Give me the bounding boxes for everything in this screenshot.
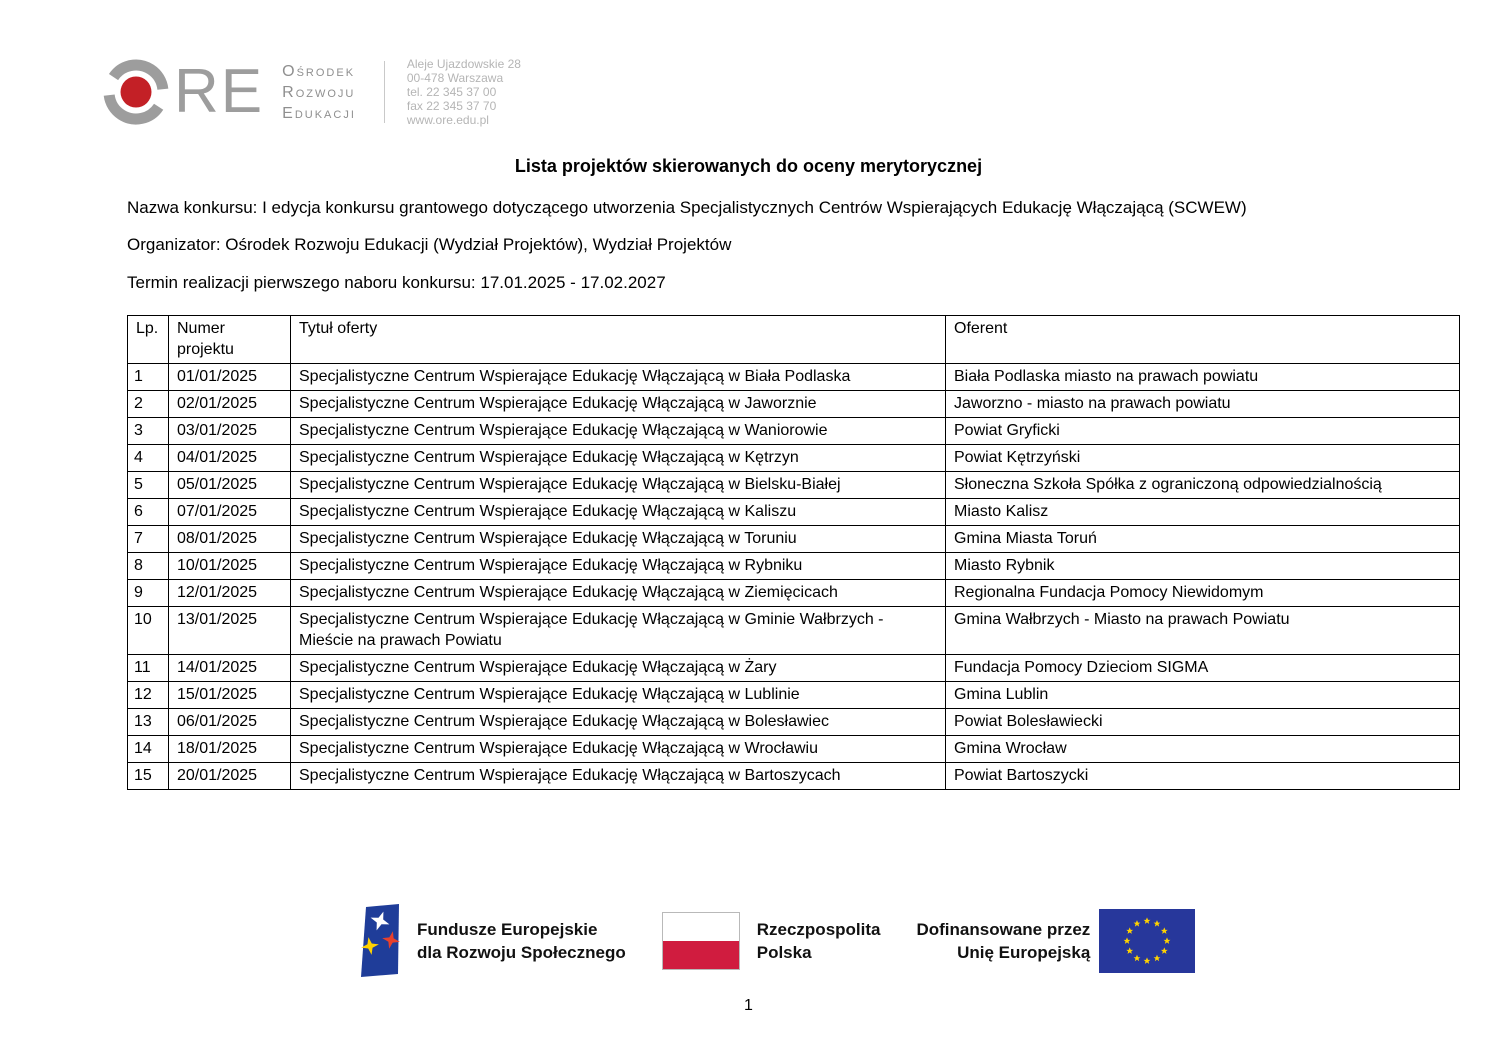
cell-oferent: Powiat Bartoszycki bbox=[946, 763, 1460, 790]
cell-numer: 05/01/2025 bbox=[169, 472, 291, 499]
cell-oferent: Jaworzno - miasto na prawach powiatu bbox=[946, 391, 1460, 418]
ore-address-line: fax 22 345 37 70 bbox=[406, 99, 497, 113]
cell-numer: 07/01/2025 bbox=[169, 499, 291, 526]
projects-table bbox=[127, 315, 1460, 790]
cell-tytul: Specjalistyczne Centrum Wspierające Edukację Włączającą w Jaworznie bbox=[291, 391, 946, 418]
cell-oferent: Biała Podlaska miasto na prawach powiatu bbox=[946, 364, 1460, 391]
cell-tytul: Specjalistyczne Centrum Wspierające Edukację Włączającą w Biała Podlaska bbox=[291, 364, 946, 391]
cell-lp: 7 bbox=[128, 526, 169, 553]
cell-lp: 10 bbox=[128, 607, 169, 655]
cell-numer: 10/01/2025 bbox=[169, 553, 291, 580]
cell-numer: 15/01/2025 bbox=[169, 682, 291, 709]
cell-tytul: Specjalistyczne Centrum Wspierające Edukację Włączającą w Żary bbox=[291, 655, 946, 682]
table-row bbox=[128, 763, 1460, 790]
ore-address bbox=[407, 57, 521, 127]
table-row bbox=[128, 364, 1460, 391]
table-row bbox=[128, 499, 1460, 526]
cell-tytul: Specjalistyczne Centrum Wspierające Edukację Włączającą w Waniorowie bbox=[291, 418, 946, 445]
table-row bbox=[128, 472, 1460, 499]
cell-numer: 08/01/2025 bbox=[169, 526, 291, 553]
european-funds-label-line1: Fundusze Europejskie bbox=[417, 920, 598, 939]
cell-tytul: Specjalistyczne Centrum Wspierające Edukację Włączającą w Kaliszu bbox=[291, 499, 946, 526]
ore-name-line: Rozwoju bbox=[282, 83, 356, 101]
cell-lp: 14 bbox=[128, 736, 169, 763]
table-row bbox=[128, 391, 1460, 418]
cell-numer: 20/01/2025 bbox=[169, 763, 291, 790]
cell-numer: 04/01/2025 bbox=[169, 445, 291, 472]
cell-oferent: Powiat Gryficki bbox=[946, 418, 1460, 445]
cell-tytul: Specjalistyczne Centrum Wspierające Edukację Włączającą w Gminie Wałbrzych - Mieście na prawach Powiatu bbox=[291, 607, 946, 655]
ore-name bbox=[282, 61, 356, 124]
ore-logo bbox=[100, 56, 521, 128]
cell-tytul: Specjalistyczne Centrum Wspierające Edukację Włączającą w Bolesławiec bbox=[291, 709, 946, 736]
table-row bbox=[128, 445, 1460, 472]
european-funds-logo-icon bbox=[357, 903, 403, 979]
cell-oferent: Regionalna Fundacja Pomocy Niewidomym bbox=[946, 580, 1460, 607]
table-row bbox=[128, 553, 1460, 580]
cell-numer: 12/01/2025 bbox=[169, 580, 291, 607]
header-oferent: Oferent bbox=[946, 316, 1460, 364]
cell-tytul: Specjalistyczne Centrum Wspierające Edukację Włączającą w Rybniku bbox=[291, 553, 946, 580]
poland-flag-icon bbox=[662, 912, 740, 970]
eu-flag-icon bbox=[1099, 909, 1195, 973]
eu-cofunded-label-line2: Unię Europejską bbox=[957, 943, 1091, 962]
cell-lp: 3 bbox=[128, 418, 169, 445]
header-lp: Lp. bbox=[128, 316, 169, 364]
cell-lp: 2 bbox=[128, 391, 169, 418]
cell-lp: 1 bbox=[128, 364, 169, 391]
cell-lp: 11 bbox=[128, 655, 169, 682]
paragraph-organizer: Organizator: Ośrodek Rozwoju Edukacji (Wydział Projektów), Wydział Projektów bbox=[127, 235, 732, 254]
ore-address-line: 00-478 Warszawa bbox=[406, 71, 504, 85]
cell-tytul: Specjalistyczne Centrum Wspierające Edukację Włączającą w Kętrzyn bbox=[291, 445, 946, 472]
cell-oferent: Gmina Wrocław bbox=[946, 736, 1460, 763]
cell-oferent: Słoneczna Szkoła Spółka z ograniczoną odpowiedzialnością bbox=[946, 472, 1460, 499]
ore-address-line: Aleje Ujazdowskie 28 bbox=[406, 57, 521, 71]
ore-address-line: www.ore.edu.pl bbox=[406, 113, 489, 127]
republic-of-poland-label-line1: Rzeczpospolita bbox=[756, 920, 881, 939]
cell-lp: 6 bbox=[128, 499, 169, 526]
table-row bbox=[128, 607, 1460, 655]
table-row bbox=[128, 526, 1460, 553]
cell-tytul: Specjalistyczne Centrum Wspierające Edukację Włączającą w Wrocławiu bbox=[291, 736, 946, 763]
cell-oferent: Miasto Rybnik bbox=[946, 553, 1460, 580]
cell-oferent: Gmina Lublin bbox=[946, 682, 1460, 709]
cell-oferent: Gmina Miasta Toruń bbox=[946, 526, 1460, 553]
paragraph-contest-name: Nazwa konkursu: I edycja konkursu grantowego dotyczącego utworzenia Specjalistycznych Centrów Wspierających Edukację Włączającą (SCWEW) bbox=[127, 198, 1247, 217]
cell-tytul: Specjalistyczne Centrum Wspierające Edukację Włączającą w Toruniu bbox=[291, 526, 946, 553]
ore-divider bbox=[384, 61, 385, 123]
republic-of-poland-label-line2: Polska bbox=[756, 943, 812, 962]
paragraph-term: Termin realizacji pierwszego naboru konkursu: 17.01.2025 - 17.02.2027 bbox=[127, 273, 666, 292]
cell-oferent: Powiat Kętrzyński bbox=[946, 445, 1460, 472]
header-tytul-oferty: Tytuł oferty bbox=[291, 316, 946, 364]
cell-tytul: Specjalistyczne Centrum Wspierające Edukację Włączającą w Bartoszycach bbox=[291, 763, 946, 790]
table-row bbox=[128, 418, 1460, 445]
republic-of-poland-label bbox=[757, 918, 881, 964]
ore-name-line: Ośrodek bbox=[282, 62, 356, 80]
cell-tytul: Specjalistyczne Centrum Wspierające Edukację Włączającą w Ziemięcicach bbox=[291, 580, 946, 607]
table-header-row bbox=[128, 316, 1460, 364]
cell-lp: 15 bbox=[128, 763, 169, 790]
cell-numer: 06/01/2025 bbox=[169, 709, 291, 736]
table-row bbox=[128, 580, 1460, 607]
cell-numer: 01/01/2025 bbox=[169, 364, 291, 391]
eu-cofunded-label-line1: Dofinansowane przez bbox=[916, 920, 1091, 939]
cell-numer: 02/01/2025 bbox=[169, 391, 291, 418]
footer-logos bbox=[357, 903, 1195, 979]
table-row bbox=[128, 709, 1460, 736]
ore-name-line: Edukacji bbox=[282, 104, 356, 122]
cell-numer: 14/01/2025 bbox=[169, 655, 291, 682]
cell-oferent: Gmina Wałbrzych - Miasto na prawach Powiatu bbox=[946, 607, 1460, 655]
cell-lp: 4 bbox=[128, 445, 169, 472]
cell-lp: 5 bbox=[128, 472, 169, 499]
european-funds-label-line2: dla Rozwoju Społecznego bbox=[417, 943, 626, 962]
cell-tytul: Specjalistyczne Centrum Wspierające Edukację Włączającą w Bielsku-Białej bbox=[291, 472, 946, 499]
cell-lp: 8 bbox=[128, 553, 169, 580]
cell-lp: 9 bbox=[128, 580, 169, 607]
cell-tytul: Specjalistyczne Centrum Wspierające Edukację Włączającą w Lublinie bbox=[291, 682, 946, 709]
cell-oferent: Fundacja Pomocy Dzieciom SIGMA bbox=[946, 655, 1460, 682]
cell-lp: 13 bbox=[128, 709, 169, 736]
page-title: Lista projektów skierowanych do oceny merytorycznej bbox=[514, 156, 983, 176]
cell-oferent: Miasto Kalisz bbox=[946, 499, 1460, 526]
cell-numer: 18/01/2025 bbox=[169, 736, 291, 763]
european-funds-label bbox=[417, 918, 626, 964]
header-numer-projektu: Numer projektu bbox=[169, 316, 291, 364]
table-row bbox=[128, 682, 1460, 709]
cell-numer: 13/01/2025 bbox=[169, 607, 291, 655]
page-number: 1 bbox=[744, 997, 753, 1014]
ore-letters: RE bbox=[174, 57, 265, 126]
eu-cofunded-label bbox=[916, 918, 1090, 964]
cell-numer: 03/01/2025 bbox=[169, 418, 291, 445]
cell-lp: 12 bbox=[128, 682, 169, 709]
ore-circle-icon bbox=[100, 56, 172, 128]
table-row bbox=[128, 655, 1460, 682]
ore-logo-mark bbox=[100, 56, 264, 128]
cell-oferent: Powiat Bolesławiecki bbox=[946, 709, 1460, 736]
table-row bbox=[128, 736, 1460, 763]
ore-address-line: tel. 22 345 37 00 bbox=[406, 85, 497, 99]
